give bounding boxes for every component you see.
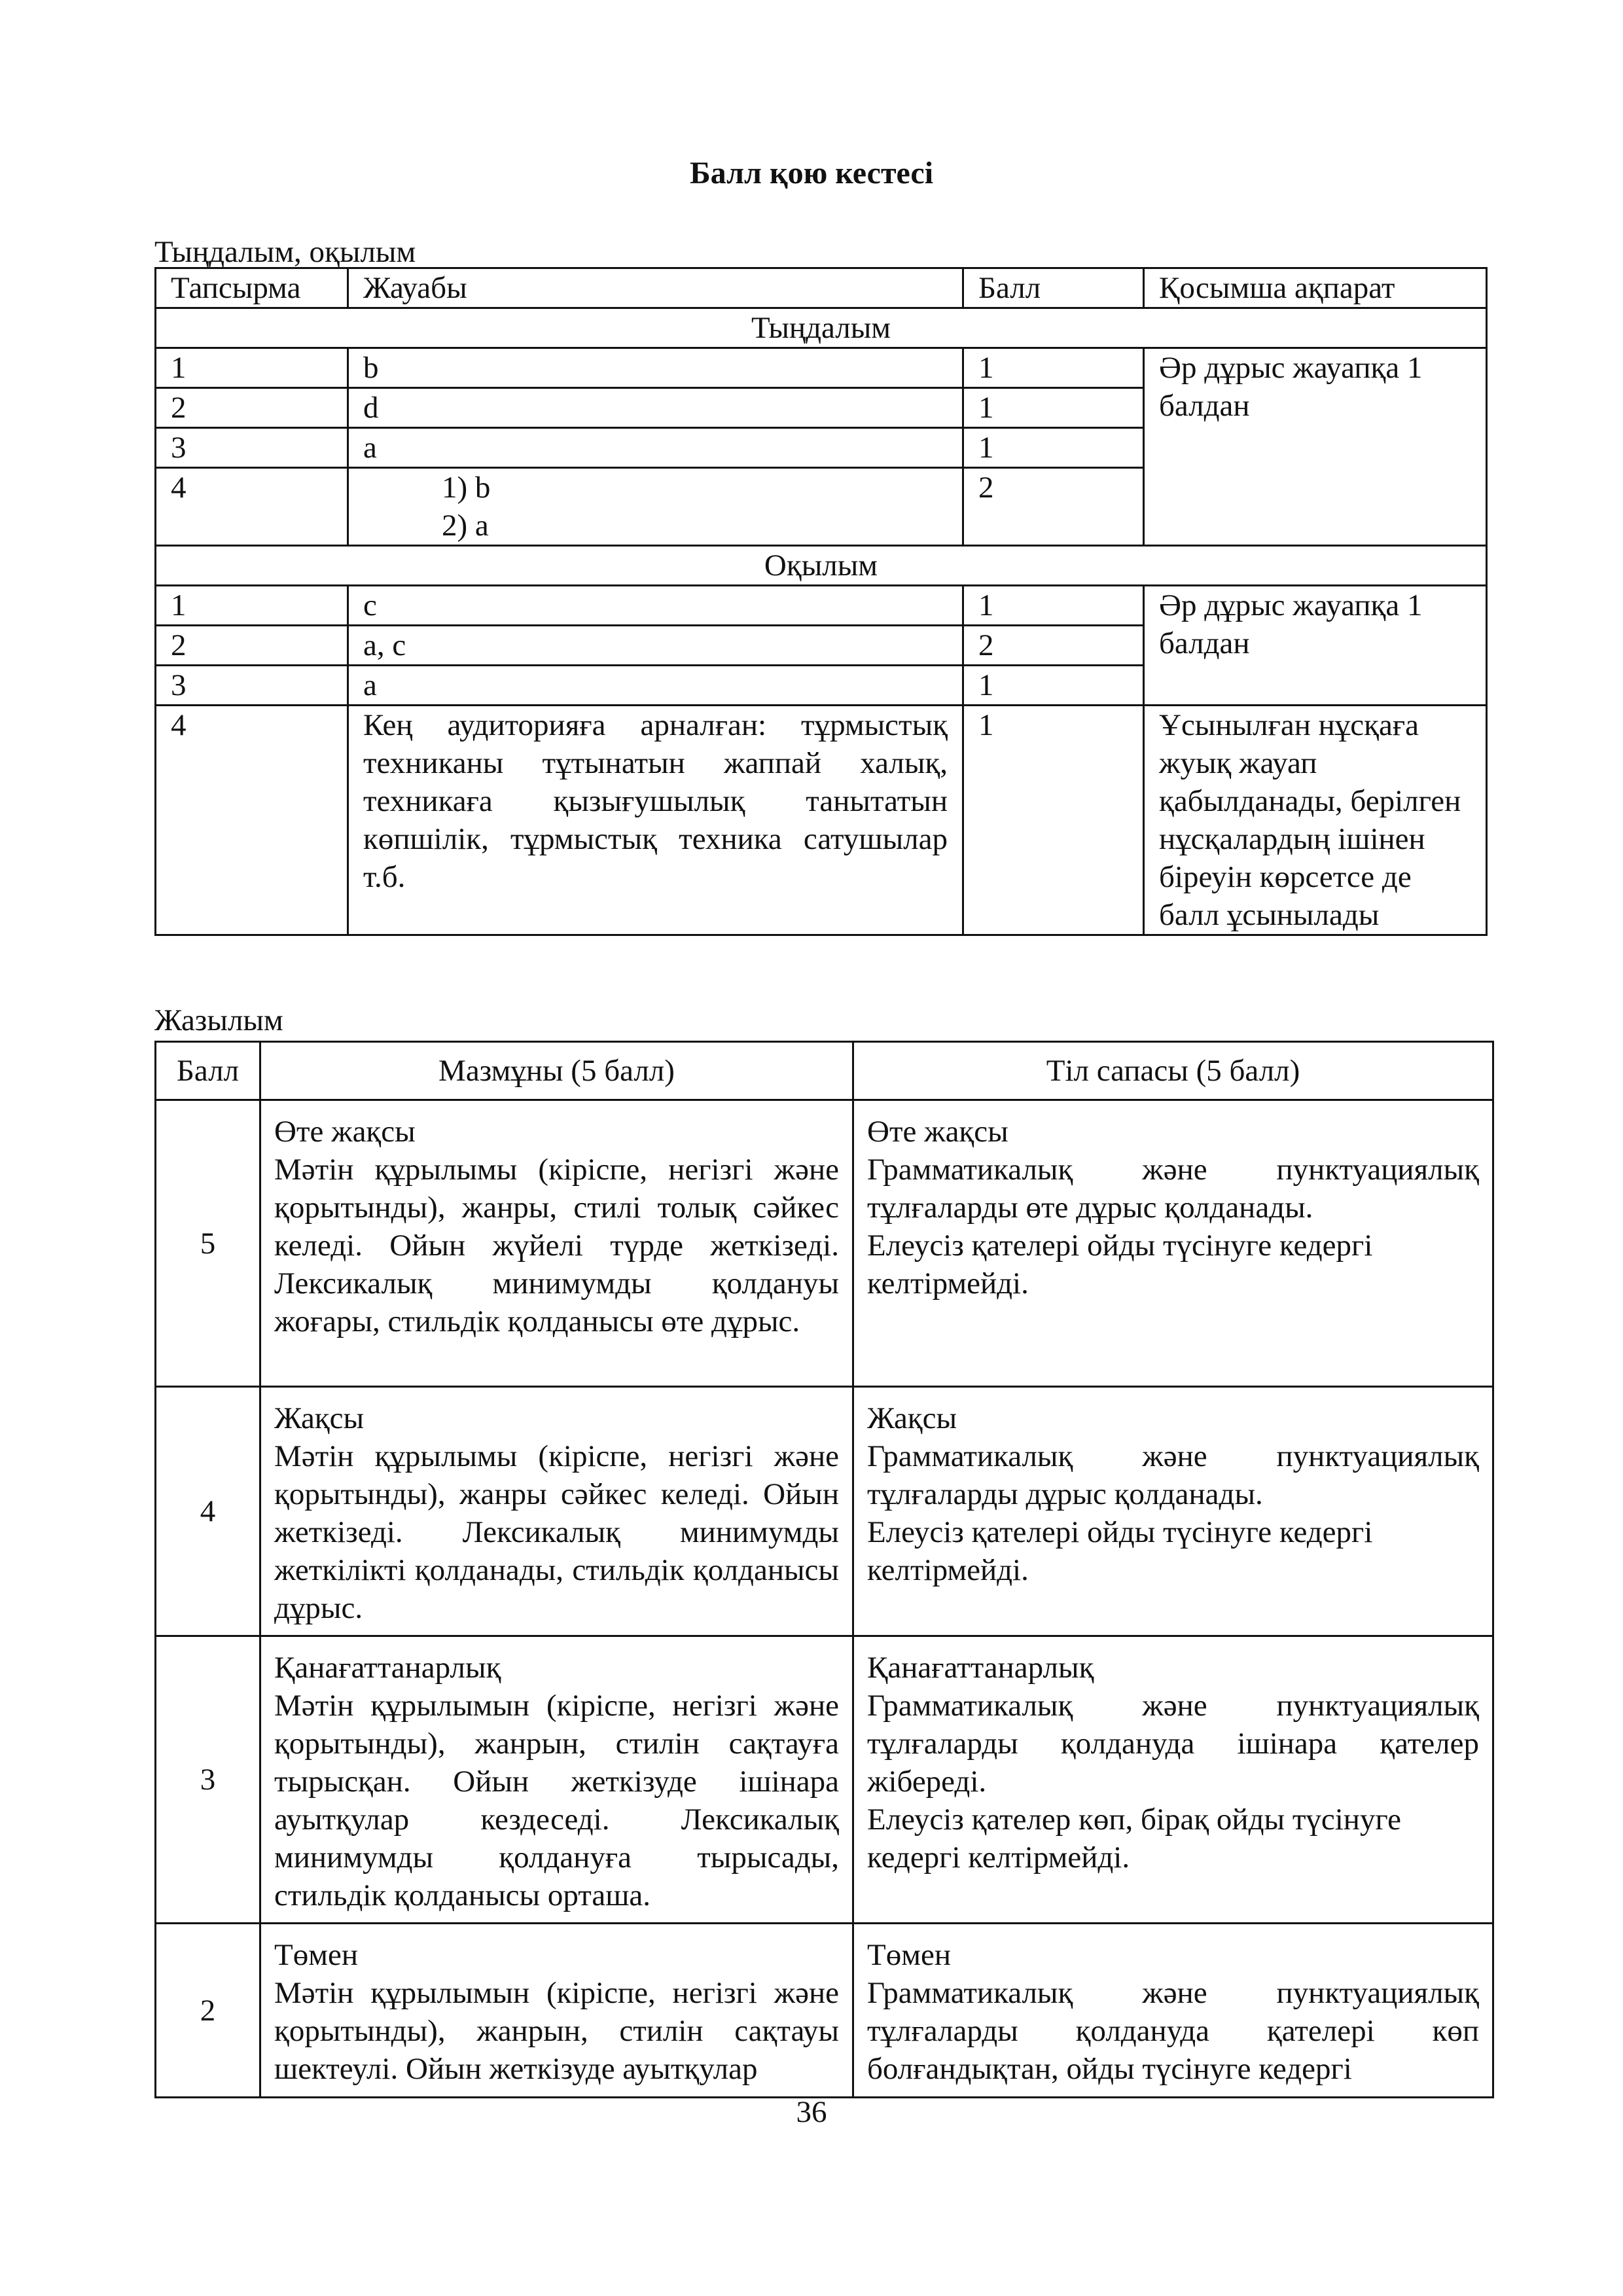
- answer-list-item: 2) a: [442, 509, 489, 543]
- language-cell: [853, 1387, 1493, 1636]
- language-text: Елеусіз қателері ойды түсінуге кедергі келтірмейді.: [867, 1515, 1373, 1587]
- answer-cell: b: [348, 348, 963, 388]
- content-level: Төмен: [274, 1938, 358, 1972]
- section-title-writing: Жазылым: [154, 1003, 283, 1037]
- content-text: Мәтін құрылымы (кіріспе, негізгі және қорытынды), жанры, стилі толық сәйкес келеді. Ойын жүйелі түрде жеткізеді. Лексикалық минимумды қолдануы жоғары, стильдік қолданысы өте дұрыс.: [274, 1153, 839, 1338]
- score-cell: 5: [156, 1100, 260, 1387]
- content-text: Мәтін құрылымын (кіріспе, негізгі және қорытынды), жанрын, стилін сақтауға тырысқан. Ойын жеткізуде ішінара ауытқулар кездеседі. Лексикалық минимумды қолдануға тырысады, стильдік қолданысы орташа.: [274, 1689, 839, 1912]
- table-header-row: [156, 268, 1487, 308]
- task-cell: 2: [156, 388, 348, 428]
- score-cell: 2: [963, 626, 1144, 666]
- header-score: Балл: [963, 268, 1144, 308]
- language-text: Грамматикалық және пунктуациялық тұлғаларды қолдануда қателері көп болғандықтан, ойды түсінуге кедергі: [867, 1976, 1479, 2086]
- section-label-reading: Оқылым: [156, 546, 1487, 586]
- table-header-row: [156, 1042, 1493, 1100]
- language-text: Елеусіз қателері ойды түсінуге кедергі келтірмейді.: [867, 1229, 1373, 1300]
- note-cell: Ұсынылған нұсқаға жуық жауап қабылданады, берілген нұсқалардың ішінен біреуін көрсетсе де балл ұсынылады: [1144, 706, 1487, 935]
- content-level: Жақсы: [274, 1401, 365, 1435]
- score-cell: 3: [156, 1636, 260, 1924]
- task-cell: 4: [156, 468, 348, 546]
- score-cell: 1: [963, 428, 1144, 468]
- language-cell: [853, 1100, 1493, 1387]
- table-row: [156, 1100, 1493, 1387]
- answer-cell: a: [348, 428, 963, 468]
- score-cell: 4: [156, 1387, 260, 1636]
- header-task: Тапсырма: [156, 268, 348, 308]
- answer-cell: c: [348, 586, 963, 626]
- language-text: Грамматикалық және пунктуациялық тұлғаларды қолдануда ішінара қателер жібереді.: [867, 1689, 1479, 1799]
- answer-cell: a, c: [348, 626, 963, 666]
- answer-cell: d: [348, 388, 963, 428]
- table-row: [156, 586, 1487, 626]
- score-cell: 1: [963, 348, 1144, 388]
- note-cell: Әр дұрыс жауапқа 1 балдан: [1144, 348, 1487, 546]
- content-cell: [260, 1100, 853, 1387]
- language-level: Төмен: [867, 1938, 951, 1972]
- listening-reading-table: [154, 267, 1488, 936]
- answer-list: [363, 469, 948, 545]
- header-answer: Жауабы: [348, 268, 963, 308]
- language-text: Грамматикалық және пунктуациялық тұлғаларды өте дұрыс қолданады.: [867, 1153, 1479, 1225]
- score-cell: 2: [963, 468, 1144, 546]
- task-cell: 3: [156, 428, 348, 468]
- content-level: Қанағаттанарлық: [274, 1651, 501, 1685]
- score-cell: 1: [963, 388, 1144, 428]
- language-text: Грамматикалық және пунктуациялық тұлғаларды дұрыс қолданады.: [867, 1439, 1479, 1511]
- task-cell: 1: [156, 348, 348, 388]
- section-row-reading: [156, 546, 1487, 586]
- answer-cell: a: [348, 666, 963, 706]
- table-row: [156, 1924, 1493, 2098]
- answer-cell: [348, 468, 963, 546]
- section-label-listening: Тыңдалым: [156, 308, 1487, 348]
- header-language-quality: Тіл сапасы (5 балл): [853, 1042, 1493, 1100]
- page-title: Балл қою кестесі: [689, 156, 934, 190]
- section-title-listening-reading: Тыңдалым, оқылым: [154, 235, 416, 269]
- language-cell: [853, 1636, 1493, 1924]
- score-cell: 1: [963, 706, 1144, 935]
- answer-list-item: 1) b: [442, 471, 491, 505]
- header-content: Мазмұны (5 балл): [260, 1042, 853, 1100]
- answer-cell: Кең аудиторияға арналған: тұрмыстық техниканы тұтынатын жаппай халық, техникаға қызығушылық танытатын көпшілік, тұрмыстық техника сатушылар т.б.: [348, 706, 963, 935]
- content-cell: [260, 1924, 853, 2098]
- task-cell: 1: [156, 586, 348, 626]
- section-row-listening: [156, 308, 1487, 348]
- table-row: [156, 1636, 1493, 1924]
- content-text: Мәтін құрылымы (кіріспе, негізгі және қорытынды), жанры сәйкес келеді. Ойын жеткізеді. Лексикалық минимумды жеткілікті қолданады, стильдік қолданысы дұрыс.: [274, 1439, 839, 1625]
- writing-table: [154, 1041, 1494, 2098]
- score-cell: 1: [963, 586, 1144, 626]
- table-row: [156, 1387, 1493, 1636]
- language-level: Қанағаттанарлық: [867, 1651, 1094, 1685]
- content-cell: [260, 1387, 853, 1636]
- table-row: [156, 706, 1487, 935]
- task-cell: 2: [156, 626, 348, 666]
- language-level: Жақсы: [867, 1401, 957, 1435]
- page-number: 36: [796, 2095, 827, 2129]
- score-cell: 1: [963, 666, 1144, 706]
- note-cell: Әр дұрыс жауапқа 1 балдан: [1144, 586, 1487, 706]
- task-cell: 4: [156, 706, 348, 935]
- language-text: Елеусіз қателер көп, бірақ ойды түсінуге кедергі келтірмейді.: [867, 1803, 1401, 1874]
- language-cell: [853, 1924, 1493, 2098]
- header-extra-info: Қосымша ақпарат: [1144, 268, 1487, 308]
- score-cell: 2: [156, 1924, 260, 2098]
- language-level: Өте жақсы: [867, 1115, 1008, 1149]
- header-score: Балл: [156, 1042, 260, 1100]
- content-level: Өте жақсы: [274, 1115, 416, 1149]
- content-text: Мәтін құрылымын (кіріспе, негізгі және қорытынды), жанрын, стилін сақтауы шектеулі. Ойын жеткізуде ауытқулар: [274, 1976, 839, 2086]
- content-cell: [260, 1636, 853, 1924]
- task-cell: 3: [156, 666, 348, 706]
- table-row: [156, 348, 1487, 388]
